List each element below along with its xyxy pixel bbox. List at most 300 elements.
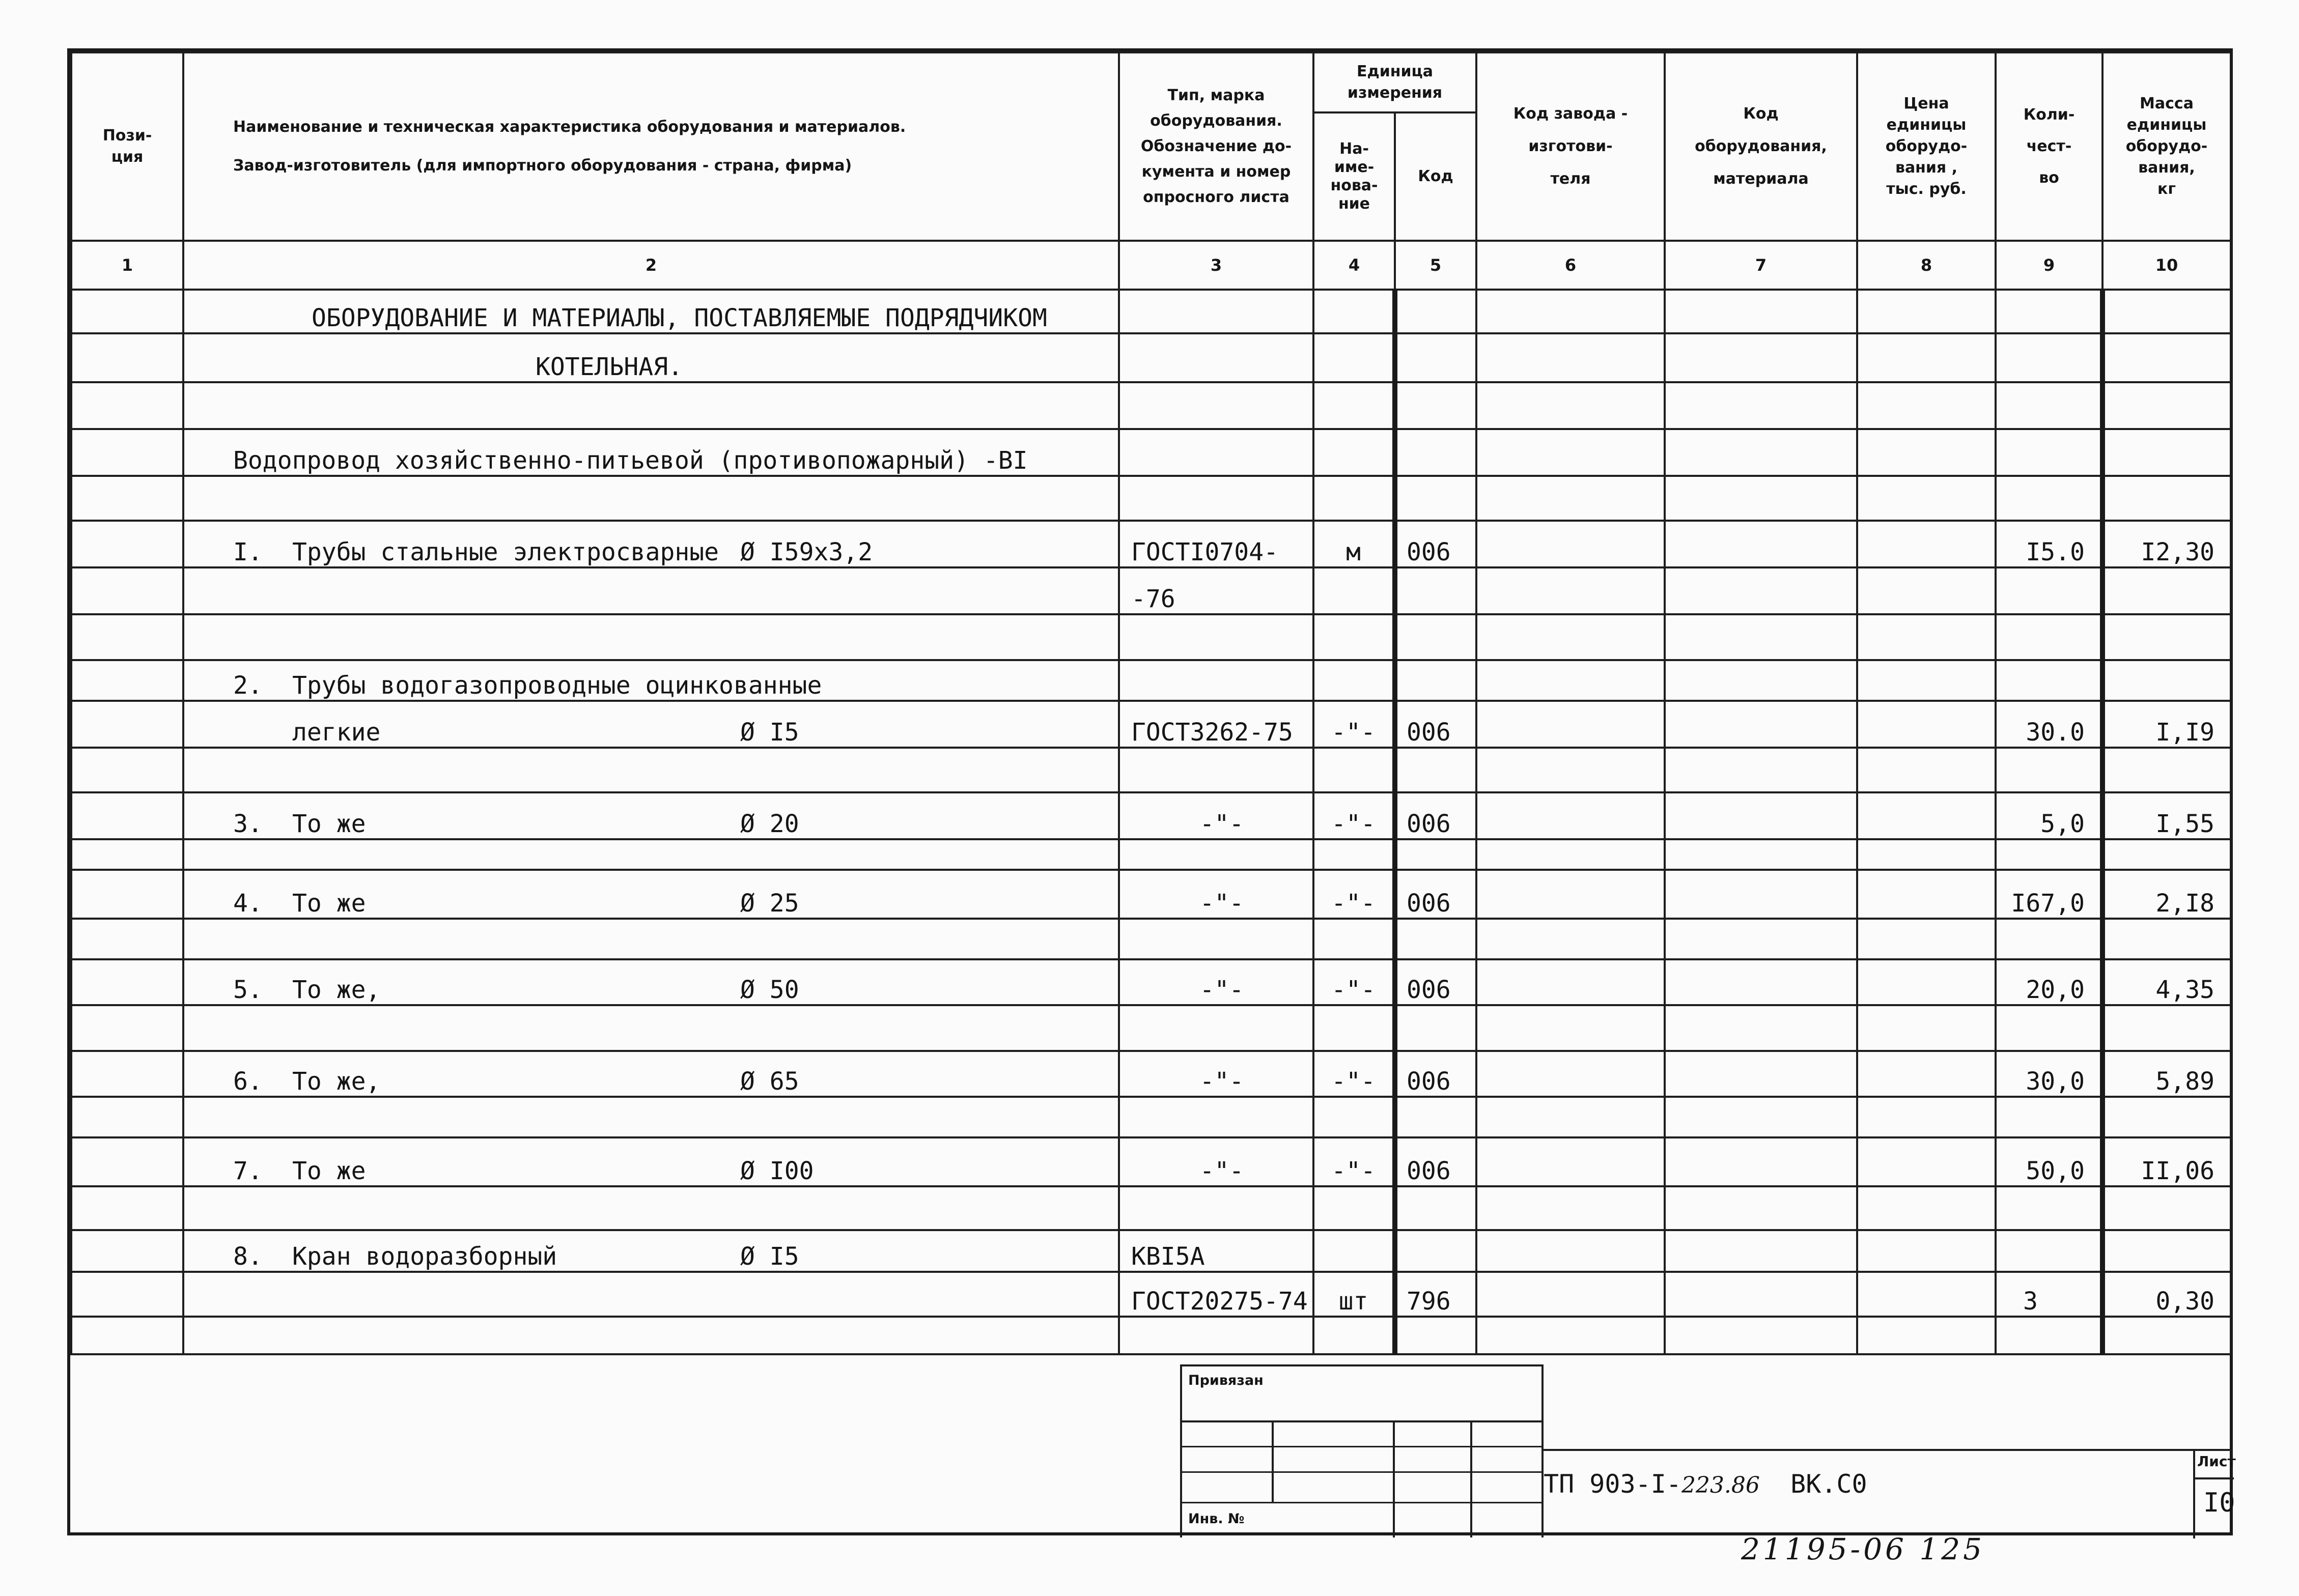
cell-col-8 xyxy=(1857,1051,1996,1097)
item-document: -"- xyxy=(1199,810,1244,838)
item-mass: I,55 xyxy=(2155,810,2214,838)
cell-col-3 xyxy=(1119,919,1313,959)
cell-col-9 xyxy=(1996,701,2102,748)
cell-col-4 xyxy=(1313,701,1395,748)
item-unit: -"- xyxy=(1331,718,1376,747)
cell-col-9 xyxy=(1996,1317,2102,1354)
item-unit: -"- xyxy=(1331,810,1376,838)
cell-col-3 xyxy=(1119,614,1313,660)
cell-col-9 xyxy=(1996,748,2102,792)
cell-col-8 xyxy=(1857,1137,1996,1186)
cell-col-5 xyxy=(1395,701,1476,748)
cell-col-10 xyxy=(2102,701,2231,748)
header-text: тыс. руб. xyxy=(1886,180,1967,198)
cell-col-6 xyxy=(1476,521,1665,567)
item-mass: I2,30 xyxy=(2141,538,2214,566)
cell-col-7 xyxy=(1665,614,1857,660)
item-name-continued: легкие xyxy=(292,718,381,747)
cell-col-6 xyxy=(1476,1317,1665,1354)
stamp-line xyxy=(1180,1364,1544,1366)
header-text: Наименование и техническая характеристика оборудования и материалов. xyxy=(233,118,906,136)
item-name: То же xyxy=(292,889,366,918)
cell-col-2 xyxy=(183,792,1119,839)
cell-col-7 xyxy=(1665,1137,1857,1186)
cell-col-7 xyxy=(1665,1230,1857,1272)
header-maker-code xyxy=(1476,52,1665,241)
cell-col-7 xyxy=(1665,429,1857,476)
cell-col-8 xyxy=(1857,521,1996,567)
cell-col-5 xyxy=(1395,660,1476,701)
header-text: Завод-изготовитель (для импортного оборудования - страна, фирма) xyxy=(233,157,852,175)
table-row xyxy=(71,429,2231,476)
cell-col-9 xyxy=(1996,919,2102,959)
cell-col-4 xyxy=(1313,870,1395,919)
cell-col-7 xyxy=(1665,1097,1857,1137)
header-text: име- xyxy=(1334,158,1375,176)
cell-col-1 xyxy=(71,1186,183,1230)
cell-col-6 xyxy=(1476,870,1665,919)
item-document: ГОСТI0704- xyxy=(1131,538,1278,566)
cell-col-4 xyxy=(1313,333,1395,382)
cell-col-6 xyxy=(1476,748,1665,792)
item-unit: м xyxy=(1346,538,1361,566)
cell-col-10 xyxy=(2102,567,2231,614)
header-text: материала xyxy=(1713,170,1809,188)
cell-col-4 xyxy=(1313,1005,1395,1051)
header-unit-name xyxy=(1313,112,1395,241)
header-text: во xyxy=(2039,169,2059,187)
cell-col-6 xyxy=(1476,1137,1665,1186)
cell-col-5 xyxy=(1395,476,1476,521)
cell-col-6 xyxy=(1476,290,1665,333)
table-row xyxy=(71,701,2231,748)
cell-col-3 xyxy=(1119,429,1313,476)
cell-col-3 xyxy=(1119,792,1313,839)
stamp-line xyxy=(1180,1471,1544,1473)
cell-col-10 xyxy=(2102,1186,2231,1230)
cell-col-6 xyxy=(1476,1005,1665,1051)
cell-col-3 xyxy=(1119,748,1313,792)
cell-col-8 xyxy=(1857,792,1996,839)
cell-col-3 xyxy=(1119,701,1313,748)
document-code-handwritten: 223.86 xyxy=(1681,1472,1760,1498)
cell-col-7 xyxy=(1665,1317,1857,1354)
cell-col-3 xyxy=(1119,1186,1313,1230)
item-unit: шт xyxy=(1338,1287,1368,1316)
table-row xyxy=(71,660,2231,701)
cell-col-7 xyxy=(1665,839,1857,870)
cell-col-10 xyxy=(2102,660,2231,701)
cell-col-8 xyxy=(1857,701,1996,748)
cell-col-7 xyxy=(1665,792,1857,839)
cell-col-1 xyxy=(71,382,183,429)
cell-col-2 xyxy=(183,614,1119,660)
column-number: 9 xyxy=(1996,241,2102,290)
header-quantity xyxy=(1996,52,2102,241)
header-text: оборудования, xyxy=(1695,137,1827,155)
cell-col-4 xyxy=(1313,1230,1395,1272)
header-unit xyxy=(1313,52,1476,112)
cell-col-5 xyxy=(1395,1272,1476,1317)
column-number: 7 xyxy=(1665,241,1857,290)
column-numbers-row xyxy=(71,241,2231,290)
cell-col-1 xyxy=(71,567,183,614)
stamp-line xyxy=(2193,1477,2234,1479)
header-name xyxy=(183,52,1119,241)
table-row xyxy=(71,792,2231,839)
cell-col-4 xyxy=(1313,1137,1395,1186)
cell-col-10 xyxy=(2102,429,2231,476)
item-name: То же xyxy=(292,1157,366,1185)
cell-col-8 xyxy=(1857,1186,1996,1230)
cell-col-5 xyxy=(1395,429,1476,476)
header-text: чест- xyxy=(2026,137,2072,155)
cell-col-4 xyxy=(1313,567,1395,614)
cell-col-4 xyxy=(1313,614,1395,660)
header-text: Масса xyxy=(2140,95,2194,112)
table-row xyxy=(71,614,2231,660)
cell-col-7 xyxy=(1665,870,1857,919)
header-text: оборудования. xyxy=(1150,112,1282,130)
cell-col-3 xyxy=(1119,1005,1313,1051)
cell-col-1 xyxy=(71,1317,183,1354)
cell-col-4 xyxy=(1313,429,1395,476)
header-text: ние xyxy=(1338,195,1370,213)
cell-col-4 xyxy=(1313,476,1395,521)
item-diameter: Ø I59x3,2 xyxy=(740,538,873,566)
cell-col-9 xyxy=(1996,1051,2102,1097)
item-name: То же, xyxy=(292,976,381,1004)
cell-col-5 xyxy=(1395,1005,1476,1051)
cell-col-5 xyxy=(1395,521,1476,567)
cell-col-9 xyxy=(1996,382,2102,429)
item-position: I. xyxy=(233,538,263,566)
item-unit: -"- xyxy=(1331,1067,1376,1096)
cell-col-1 xyxy=(71,1051,183,1097)
cell-col-1 xyxy=(71,429,183,476)
table-row xyxy=(71,748,2231,792)
item-quantity: 30,0 xyxy=(2026,1067,2085,1096)
cell-col-8 xyxy=(1857,1272,1996,1317)
cell-col-10 xyxy=(2102,333,2231,382)
cell-col-3 xyxy=(1119,660,1313,701)
table-row xyxy=(71,959,2231,1005)
cell-col-5 xyxy=(1395,333,1476,382)
cell-col-5 xyxy=(1395,290,1476,333)
item-name: То же xyxy=(292,810,366,838)
item-document: -"- xyxy=(1199,976,1244,1004)
cell-col-7 xyxy=(1665,382,1857,429)
cell-col-7 xyxy=(1665,567,1857,614)
item-quantity: 50,0 xyxy=(2026,1157,2085,1185)
cell-col-3 xyxy=(1119,1097,1313,1137)
header-text: опросного листа xyxy=(1143,188,1289,206)
item-mass: 2,I8 xyxy=(2155,889,2214,918)
cell-col-8 xyxy=(1857,870,1996,919)
cell-col-3 xyxy=(1119,1230,1313,1272)
table-row xyxy=(71,1317,2231,1354)
cell-col-6 xyxy=(1476,1097,1665,1137)
cell-col-2 xyxy=(183,1317,1119,1354)
item-name: Кран водоразборный xyxy=(292,1242,557,1271)
item-quantity: I67,0 xyxy=(2011,889,2085,918)
cell-col-4 xyxy=(1313,792,1395,839)
cell-col-2 xyxy=(183,1230,1119,1272)
cell-col-9 xyxy=(1996,333,2102,382)
table-row xyxy=(71,290,2231,333)
cell-col-6 xyxy=(1476,382,1665,429)
item-position: 6. xyxy=(233,1067,263,1096)
item-diameter: Ø I5 xyxy=(740,1242,799,1271)
item-position: 7. xyxy=(233,1157,263,1185)
header-text: Обозначение до- xyxy=(1140,137,1292,155)
cell-col-6 xyxy=(1476,919,1665,959)
table-row xyxy=(71,1051,2231,1097)
item-position: 2. xyxy=(233,671,263,700)
cell-col-8 xyxy=(1857,748,1996,792)
item-document: КВI5А xyxy=(1131,1242,1205,1271)
cell-col-1 xyxy=(71,1005,183,1051)
header-text: оборудо- xyxy=(2125,137,2208,155)
header-text: Код завода - xyxy=(1513,105,1628,123)
cell-col-4 xyxy=(1313,919,1395,959)
cell-col-10 xyxy=(2102,614,2231,660)
item-document: ГОСТ3262-75 xyxy=(1131,718,1293,747)
cell-col-6 xyxy=(1476,701,1665,748)
cell-col-9 xyxy=(1996,429,2102,476)
cell-col-3 xyxy=(1119,870,1313,919)
cell-col-2 xyxy=(183,748,1119,792)
item-document: -"- xyxy=(1199,1067,1244,1096)
item-diameter: Ø 50 xyxy=(740,976,799,1004)
table-row xyxy=(71,521,2231,567)
cell-col-8 xyxy=(1857,919,1996,959)
column-number: 4 xyxy=(1313,241,1395,290)
header-text: кумента и номер xyxy=(1141,163,1291,181)
cell-col-5 xyxy=(1395,1051,1476,1097)
cell-col-4 xyxy=(1313,1272,1395,1317)
cell-col-5 xyxy=(1395,1137,1476,1186)
stamp-line xyxy=(1180,1364,1182,1537)
cell-col-9 xyxy=(1996,1186,2102,1230)
cell-col-1 xyxy=(71,1272,183,1317)
cell-col-7 xyxy=(1665,748,1857,792)
cell-col-1 xyxy=(71,660,183,701)
cell-col-8 xyxy=(1857,1005,1996,1051)
item-name: Трубы стальные электросварные xyxy=(292,538,719,566)
cell-col-7 xyxy=(1665,333,1857,382)
stamp-line xyxy=(1544,1449,2233,1451)
header-text: На- xyxy=(1339,140,1369,158)
cell-col-10 xyxy=(2102,1005,2231,1051)
item-unit: -"- xyxy=(1331,1157,1376,1185)
sheet-number: I0 xyxy=(2203,1488,2235,1518)
header-text: Единица xyxy=(1357,63,1433,80)
cell-col-3 xyxy=(1119,333,1313,382)
cell-col-1 xyxy=(71,792,183,839)
cell-col-7 xyxy=(1665,1186,1857,1230)
item-diameter: Ø 25 xyxy=(740,889,799,918)
table-row xyxy=(71,1272,2231,1317)
header-text: Код xyxy=(1743,105,1779,123)
cell-col-5 xyxy=(1395,839,1476,870)
table-row xyxy=(71,1230,2231,1272)
cell-col-7 xyxy=(1665,1272,1857,1317)
cell-col-6 xyxy=(1476,567,1665,614)
cell-col-10 xyxy=(2102,1317,2231,1354)
item-quantity: 20,0 xyxy=(2026,976,2085,1004)
heading-boiler: КОТЕЛЬНАЯ. xyxy=(536,353,683,381)
cell-col-1 xyxy=(71,1230,183,1272)
item-document: -"- xyxy=(1199,1157,1244,1185)
item-name: Трубы водогазопроводные оцинкованные xyxy=(292,671,822,700)
item-position: 5. xyxy=(233,976,263,1004)
table-body xyxy=(71,290,2231,1354)
cell-col-7 xyxy=(1665,476,1857,521)
cell-col-9 xyxy=(1996,839,2102,870)
column-number: 10 xyxy=(2102,241,2231,290)
header-text: вания , xyxy=(1895,159,1958,177)
cell-col-3 xyxy=(1119,567,1313,614)
cell-col-6 xyxy=(1476,614,1665,660)
header-unit-code: Код xyxy=(1395,112,1476,241)
cell-col-4 xyxy=(1313,290,1395,333)
column-number: 6 xyxy=(1476,241,1665,290)
cell-col-5 xyxy=(1395,382,1476,429)
table-row xyxy=(71,567,2231,614)
table-row xyxy=(71,919,2231,959)
cell-col-7 xyxy=(1665,660,1857,701)
item-unit-code: 006 xyxy=(1407,976,1451,1004)
header-text: Цена xyxy=(1903,95,1949,112)
item-document: -"- xyxy=(1199,889,1244,918)
cell-col-10 xyxy=(2102,1137,2231,1186)
stamp-line xyxy=(1393,1420,1395,1537)
header-text: Пози- xyxy=(102,127,152,145)
cell-col-10 xyxy=(2102,382,2231,429)
cell-col-6 xyxy=(1476,660,1665,701)
cell-col-6 xyxy=(1476,1051,1665,1097)
column-number: 8 xyxy=(1857,241,1996,290)
table-row xyxy=(71,1186,2231,1230)
header-text: нова- xyxy=(1330,177,1378,194)
heading-equipment: ОБОРУДОВАНИЕ И МАТЕРИАЛЫ, ПОСТАВЛЯЕМЫЕ ПОДРЯДЧИКОМ xyxy=(312,304,1047,332)
cell-col-5 xyxy=(1395,567,1476,614)
handwritten-note: 21195-06 125 xyxy=(1741,1532,1985,1566)
header-mass xyxy=(2102,52,2231,241)
item-quantity: 5,0 xyxy=(2040,810,2085,838)
cell-col-2 xyxy=(183,660,1119,701)
cell-col-10 xyxy=(2102,839,2231,870)
item-diameter: Ø I5 xyxy=(740,718,799,747)
cell-col-5 xyxy=(1395,959,1476,1005)
table-row xyxy=(71,476,2231,521)
stamp-line xyxy=(1180,1446,1544,1447)
stamp-line xyxy=(1180,1502,1544,1503)
cell-col-5 xyxy=(1395,1317,1476,1354)
cell-col-3 xyxy=(1119,1272,1313,1317)
cell-col-2 xyxy=(183,290,1119,333)
cell-col-3 xyxy=(1119,959,1313,1005)
header-text: теля xyxy=(1550,170,1591,188)
header-text: измерения xyxy=(1347,84,1443,102)
cell-col-5 xyxy=(1395,1186,1476,1230)
cell-col-6 xyxy=(1476,792,1665,839)
cell-col-4 xyxy=(1313,660,1395,701)
header-price xyxy=(1857,52,1996,241)
header-text: кг xyxy=(2157,180,2176,198)
item-unit-code: 006 xyxy=(1407,538,1451,566)
cell-col-1 xyxy=(71,1097,183,1137)
cell-col-10 xyxy=(2102,748,2231,792)
column-number: 5 xyxy=(1395,241,1476,290)
cell-col-4 xyxy=(1313,1097,1395,1137)
item-position: 3. xyxy=(233,810,263,838)
cell-col-10 xyxy=(2102,1051,2231,1097)
stamp-line xyxy=(1470,1420,1472,1537)
item-unit-code: 796 xyxy=(1407,1287,1451,1316)
cell-col-2 xyxy=(183,333,1119,382)
cell-col-8 xyxy=(1857,1317,1996,1354)
cell-col-2 xyxy=(183,701,1119,748)
cell-col-7 xyxy=(1665,290,1857,333)
cell-col-9 xyxy=(1996,1097,2102,1137)
item-quantity: I5.0 xyxy=(2026,538,2085,566)
header-type-mark xyxy=(1119,52,1313,241)
item-unit-code: 006 xyxy=(1407,810,1451,838)
cell-col-6 xyxy=(1476,959,1665,1005)
cell-col-3 xyxy=(1119,476,1313,521)
header-equipment-code xyxy=(1665,52,1857,241)
cell-col-3 xyxy=(1119,839,1313,870)
cell-col-10 xyxy=(2102,1272,2231,1317)
cell-col-2 xyxy=(183,870,1119,919)
item-mass: I,I9 xyxy=(2155,718,2214,747)
cell-col-4 xyxy=(1313,959,1395,1005)
cell-col-2 xyxy=(183,1097,1119,1137)
specification-table xyxy=(70,51,2232,1355)
cell-col-4 xyxy=(1313,521,1395,567)
cell-col-3 xyxy=(1119,1137,1313,1186)
cell-col-2 xyxy=(183,839,1119,870)
item-mass: 4,35 xyxy=(2155,976,2214,1004)
item-name: То же, xyxy=(292,1067,381,1096)
cell-col-2 xyxy=(183,567,1119,614)
sheet-label: Лист xyxy=(2197,1453,2236,1470)
cell-col-4 xyxy=(1313,1051,1395,1097)
cell-col-9 xyxy=(1996,870,2102,919)
cell-col-10 xyxy=(2102,521,2231,567)
cell-col-9 xyxy=(1996,290,2102,333)
item-diameter: Ø 65 xyxy=(740,1067,799,1096)
cell-col-9 xyxy=(1996,660,2102,701)
item-document-continued: ГОСТ20275-74 xyxy=(1131,1287,1308,1316)
cell-col-1 xyxy=(71,521,183,567)
section-title: Водопровод хозяйственно-питьевой (противопожарный) -BI xyxy=(233,446,1028,475)
cell-col-1 xyxy=(71,701,183,748)
cell-col-2 xyxy=(183,959,1119,1005)
cell-col-8 xyxy=(1857,567,1996,614)
cell-col-10 xyxy=(2102,290,2231,333)
cell-col-6 xyxy=(1476,839,1665,870)
item-mass: 0,30 xyxy=(2155,1287,2214,1316)
header-text: вания, xyxy=(2138,159,2195,177)
stamp-line xyxy=(1180,1420,1544,1422)
document-code-main: ТП 903-I- xyxy=(1544,1469,1681,1499)
cell-col-6 xyxy=(1476,1186,1665,1230)
header-text: единицы xyxy=(2126,116,2207,134)
column-number: 3 xyxy=(1119,241,1313,290)
